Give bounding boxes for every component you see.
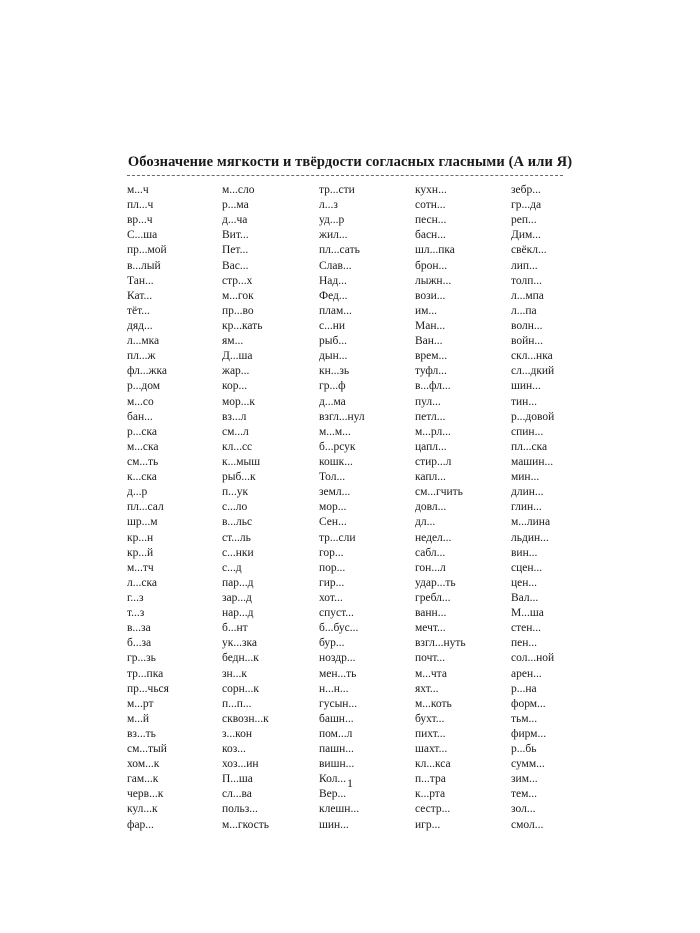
word-item: м...ч	[127, 184, 149, 196]
word-item: б...рсук	[319, 440, 356, 453]
word-item: удар...ть	[415, 576, 456, 589]
word-item: пл...ска	[511, 440, 548, 453]
word-item: машин...	[511, 455, 554, 468]
word-item: м...тч	[127, 561, 154, 574]
word-item: нар...д	[222, 607, 254, 620]
word-item: войн...	[511, 335, 544, 348]
word-item: шр...м	[127, 516, 158, 529]
word-item: Тан...	[127, 274, 154, 287]
word-item: цен...	[511, 576, 538, 589]
word-item: форм...	[511, 697, 546, 710]
word-item: Вас...	[222, 259, 249, 272]
word-item: пар...д	[222, 576, 254, 589]
word-item: тр...сли	[319, 531, 356, 544]
word-item: стен...	[511, 622, 542, 635]
word-item: с...д	[222, 561, 242, 574]
word-item: башн...	[319, 712, 354, 725]
word-item: рыб...	[319, 335, 347, 348]
word-item: дяд...	[127, 319, 153, 332]
word-item: р...бь	[511, 743, 537, 756]
word-item: сумм...	[511, 758, 545, 771]
word-item: им...	[415, 304, 438, 317]
word-item: хом...к	[127, 758, 160, 771]
word-item: петл...	[415, 410, 446, 423]
word-item: п...ук	[222, 486, 249, 499]
word-item: Фед...	[319, 289, 348, 302]
word-item: м...м...	[319, 425, 351, 438]
word-item: м...рт	[127, 697, 154, 710]
word-item: вр...ч	[127, 214, 153, 227]
word-item: стр...х	[222, 274, 253, 287]
word-item: с...ни	[319, 319, 346, 332]
word-item: ванн...	[415, 607, 447, 620]
word-item: ук...зка	[222, 637, 258, 650]
word-item: черв...к	[127, 788, 164, 801]
word-item: к...ска	[127, 471, 157, 484]
word-item: р...на	[511, 682, 537, 695]
word-item: длин...	[511, 486, 544, 499]
word-item: Пет...	[222, 244, 249, 257]
word-item: кл...кса	[415, 758, 451, 771]
word-item: л...па	[511, 304, 537, 317]
word-item: спин...	[511, 425, 544, 438]
word-item: игр...	[415, 818, 441, 831]
word-item: к...мыш	[222, 455, 261, 468]
word-item: зн...к	[222, 667, 247, 680]
word-item: лип...	[511, 259, 538, 272]
word-item: мен...ть	[319, 667, 357, 680]
word-item: Вер...	[319, 788, 347, 801]
word-item: тёт...	[127, 304, 150, 317]
word-item: мор...	[319, 501, 347, 514]
word-item: ст...ль	[222, 531, 251, 544]
word-item: хоз...ин	[222, 758, 259, 771]
word-item: пл...сал	[127, 501, 164, 514]
word-item: м...лина	[511, 516, 551, 529]
word-item: мин...	[511, 471, 540, 484]
word-item: кор...	[222, 380, 248, 393]
word-item: м...чта	[415, 667, 447, 680]
word-item: жар...	[222, 365, 250, 378]
word-item: цапл...	[415, 440, 447, 453]
title-divider	[127, 175, 563, 176]
word-item: Сен...	[319, 516, 347, 529]
word-item: рыб...к	[222, 471, 256, 484]
word-item: тр...сти	[319, 184, 355, 196]
word-item: р...ма	[222, 199, 249, 212]
word-item: л...з	[319, 199, 338, 212]
word-item: недел...	[415, 531, 452, 544]
page-number: 1	[347, 776, 353, 790]
word-item: сабл...	[415, 546, 446, 559]
word-item: бан...	[127, 410, 153, 423]
word-item: взгл...нул	[319, 410, 365, 423]
word-item: д...ча	[222, 214, 248, 227]
word-item: н...н...	[319, 682, 349, 695]
word-item: фл...жка	[127, 365, 167, 378]
word-item: Вит...	[222, 229, 249, 242]
word-item: кн...зь	[319, 365, 350, 378]
word-item: пашн...	[319, 743, 354, 756]
word-item: р...довой	[511, 410, 555, 423]
word-item: уд...р	[319, 214, 345, 227]
word-item: кухн...	[415, 184, 447, 196]
word-item: вози...	[415, 289, 446, 302]
word-item: шахт...	[415, 743, 448, 756]
word-item: вз...л	[222, 410, 247, 423]
word-item: гам...к	[127, 773, 159, 786]
word-item: д...ма	[319, 395, 346, 408]
word-item: П...ша	[222, 773, 253, 786]
word-item: коз...	[222, 743, 246, 756]
word-item: пр...чься	[127, 682, 169, 695]
word-item: з...кон	[222, 727, 253, 740]
word-item: довл...	[415, 501, 447, 514]
word-item: б...за	[127, 637, 152, 650]
word-item: сл...дкий	[511, 365, 555, 378]
word-item: д...р	[127, 486, 148, 499]
word-item: бур...	[319, 637, 345, 650]
word-item: тьм...	[511, 712, 538, 725]
word-item: лыжн...	[415, 274, 452, 287]
word-item: Тол...	[319, 471, 346, 484]
word-item: пул...	[415, 395, 441, 408]
word-item: Над...	[319, 274, 347, 287]
word-item: дл...	[415, 516, 436, 529]
word-column-2	[222, 183, 322, 833]
word-item: пр...во	[222, 304, 254, 317]
word-item: пл...ч	[127, 199, 154, 212]
word-item: гр...ф	[319, 380, 346, 393]
word-item: пор...	[319, 561, 346, 574]
word-item: Кол...	[319, 773, 347, 786]
word-column-1	[127, 183, 227, 833]
word-item: кошк...	[319, 455, 353, 468]
word-item: басн...	[415, 229, 446, 242]
word-item: б...бус...	[319, 622, 359, 635]
word-item: Дим...	[511, 229, 541, 242]
word-column-5	[511, 183, 611, 833]
word-item: м...сло	[222, 184, 255, 196]
word-item: тин...	[511, 395, 537, 408]
word-item: фирм...	[511, 727, 547, 740]
word-item: сорн...к	[222, 682, 259, 695]
word-item: вз...ть	[127, 727, 156, 740]
word-item: р...дом	[127, 380, 161, 393]
word-item: л...ска	[127, 576, 157, 589]
word-item: жил...	[319, 229, 348, 242]
word-item: плам...	[319, 304, 352, 317]
word-item: спуст...	[319, 607, 354, 620]
word-item: в...льс	[222, 516, 253, 529]
word-item: см...л	[222, 425, 249, 438]
word-item: с...ло	[222, 501, 248, 514]
word-item: почт...	[415, 652, 446, 665]
word-item: м...й	[127, 712, 150, 725]
word-item: свёкл...	[511, 244, 547, 257]
word-item: к...рта	[415, 788, 446, 801]
word-item: м...гок	[222, 289, 254, 302]
word-item: Ман...	[415, 319, 446, 332]
word-item: в...лый	[127, 259, 161, 272]
word-item: гир...	[319, 576, 345, 589]
word-item: гребл...	[415, 591, 451, 604]
word-item: Ван...	[415, 335, 443, 348]
word-item: в...фл...	[415, 380, 451, 393]
word-item: шин...	[319, 818, 349, 831]
word-item: пл...сать	[319, 244, 360, 257]
word-item: смол...	[511, 818, 544, 831]
word-item: пен...	[511, 637, 538, 650]
word-item: польз...	[222, 803, 258, 816]
word-item: с...нки	[222, 546, 254, 559]
word-item: п...тра	[415, 773, 446, 786]
page-title: Обозначение мягкости и твёрдости согласных гласными (А или Я)	[127, 154, 573, 170]
word-item: см...гчить	[415, 486, 463, 499]
word-item: мор...к	[222, 395, 255, 408]
word-column-4	[415, 183, 515, 833]
word-item: глин...	[511, 501, 542, 514]
word-item: пр...мой	[127, 244, 167, 257]
word-item: сквозн...к	[222, 712, 269, 725]
word-item: взгл...нуть	[415, 637, 466, 650]
word-item: см...тый	[127, 743, 167, 756]
word-item: кр...кать	[222, 319, 263, 332]
word-item: кул...к	[127, 803, 158, 816]
word-item: льдин...	[511, 531, 549, 544]
word-item: дын...	[319, 350, 348, 363]
word-item: зол...	[511, 803, 536, 816]
word-item: р...ска	[127, 425, 157, 438]
word-item: зебр...	[511, 184, 541, 196]
word-item: м...ска	[127, 440, 159, 453]
word-column-3	[319, 183, 419, 833]
word-item: капл...	[415, 471, 446, 484]
word-item: сол...ной	[511, 652, 555, 665]
word-item: туфл...	[415, 365, 447, 378]
word-item: М...ша	[511, 607, 544, 620]
word-item: скл...нка	[511, 350, 553, 363]
word-item: волн...	[511, 319, 543, 332]
word-item: ям...	[222, 335, 244, 348]
word-item: кл...сс	[222, 440, 253, 453]
word-item: толп...	[511, 274, 542, 287]
word-item: С...ша	[127, 229, 158, 242]
word-item: сестр...	[415, 803, 451, 816]
word-item: тр...пка	[127, 667, 164, 680]
word-item: м...со	[127, 395, 154, 408]
word-item: гр...зь	[127, 652, 156, 665]
word-item: в...за	[127, 622, 151, 635]
word-item: яхт...	[415, 682, 439, 695]
word-item: вишн...	[319, 758, 355, 771]
word-item: песн...	[415, 214, 447, 227]
word-item: см...ть	[127, 455, 159, 468]
word-item: вин...	[511, 546, 538, 559]
word-item: зим...	[511, 773, 538, 786]
word-item: гр...да	[511, 199, 542, 212]
word-item: Кат...	[127, 289, 153, 302]
word-item: фар...	[127, 818, 154, 831]
word-item: г...з	[127, 591, 144, 604]
word-item: брон...	[415, 259, 448, 272]
word-item: м...коть	[415, 697, 452, 710]
word-item: кр...й	[127, 546, 154, 559]
word-item: сл...ва	[222, 788, 252, 801]
word-item: клешн...	[319, 803, 360, 816]
word-item: пихт...	[415, 727, 446, 740]
word-item: л...мпа	[511, 289, 544, 302]
word-item: м...гкость	[222, 818, 270, 831]
word-item: арен...	[511, 667, 542, 680]
word-item: тем...	[511, 788, 538, 801]
word-item: сотн...	[415, 199, 446, 212]
word-item: л...мка	[127, 335, 160, 348]
word-item: хот...	[319, 591, 343, 604]
word-item: гор...	[319, 546, 344, 559]
word-item: реп...	[511, 214, 537, 227]
word-item: ноздр...	[319, 652, 356, 665]
word-item: Слав...	[319, 259, 352, 272]
word-item: Вал...	[511, 591, 539, 604]
word-item: кр...н	[127, 531, 154, 544]
word-item: п...п...	[222, 697, 252, 710]
word-item: шин...	[511, 380, 541, 393]
word-item: зар...д	[222, 591, 252, 604]
word-item: мечт...	[415, 622, 446, 635]
word-item: пл...ж	[127, 350, 156, 363]
word-item: гон...л	[415, 561, 446, 574]
word-item: м...рл...	[415, 425, 451, 438]
word-item: бухт...	[415, 712, 445, 725]
word-item: земл...	[319, 486, 351, 499]
word-item: т...з	[127, 607, 145, 620]
word-item: шл...пка	[415, 244, 455, 257]
word-item: гусын...	[319, 697, 358, 710]
word-item: стир...л	[415, 455, 452, 468]
word-item: б...нт	[222, 622, 248, 635]
word-item: пом...л	[319, 727, 353, 740]
word-item: бедн...к	[222, 652, 259, 665]
word-item: сцен...	[511, 561, 543, 574]
word-item: врем...	[415, 350, 448, 363]
word-item: Д...ша	[222, 350, 253, 363]
